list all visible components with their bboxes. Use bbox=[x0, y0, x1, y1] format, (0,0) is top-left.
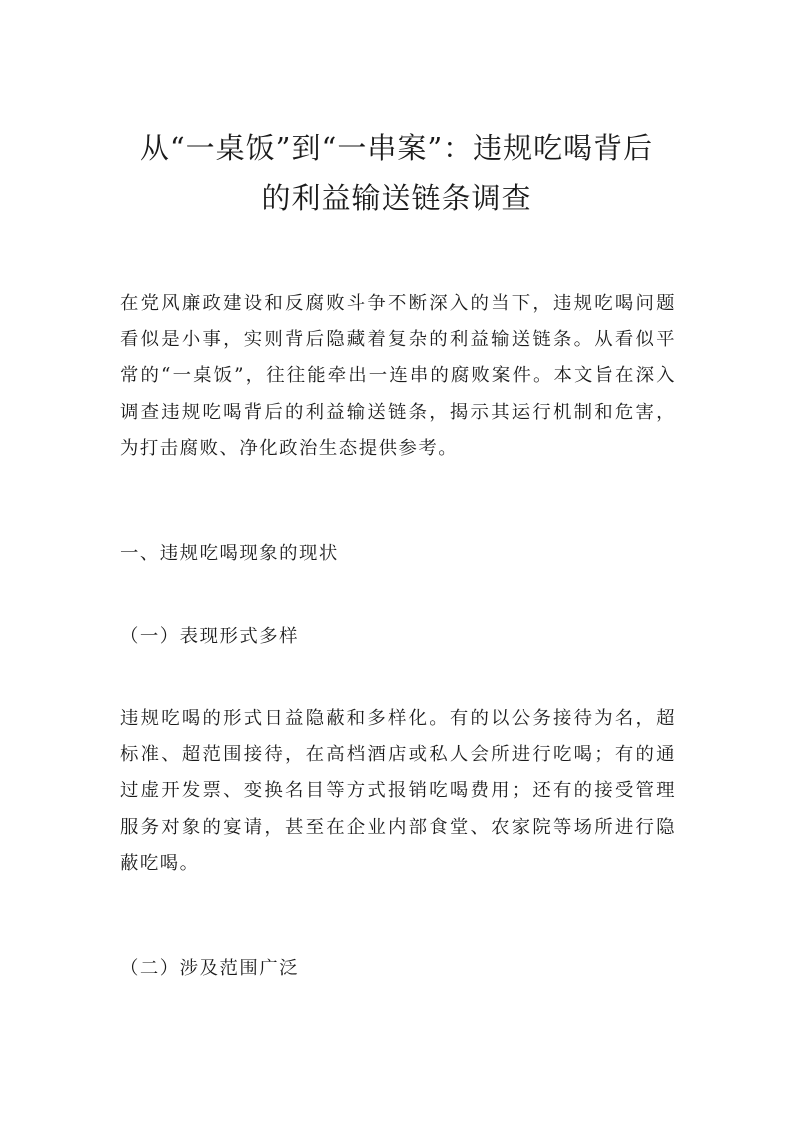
document-title bbox=[100, 123, 693, 223]
subsection-2-heading: （二）涉及范围广泛 bbox=[120, 958, 300, 979]
subsection-1-paragraph: 违规吃喝的形式日益隐蔽和多样化。有的以公务接待为名，超标准、超范围接待，在高档酒店或私人会所进行吃喝；有的通过虚开发票、变换名目等方式报销吃喝费用；还有的接受管理服务对象的宴请，甚至在企业内部食堂、农家院等场所进行隐蔽吃喝。 bbox=[120, 708, 676, 874]
title-line-2: 的利益输送链条调查 bbox=[261, 181, 532, 215]
subsection-1-heading: （一）表现形式多样 bbox=[120, 626, 300, 647]
section-1-heading: 一、违规吃喝现象的现状 bbox=[120, 543, 339, 564]
title-line-1: 从“一桌饭”到“一串案”：违规吃喝背后 bbox=[139, 131, 654, 165]
intro-paragraph: 在党风廉政建设和反腐败斗争不断深入的当下，违规吃喝问题看似是小事，实则背后隐藏着复杂的利益输送链条。从看似平常的“一桌饭”，往往能牵出一连串的腐败案件。本文旨在深入调查违规吃喝背后的利益输送链条，揭示其运行机制和危害，为打击腐败、净化政治生态提供参考。 bbox=[120, 293, 676, 459]
